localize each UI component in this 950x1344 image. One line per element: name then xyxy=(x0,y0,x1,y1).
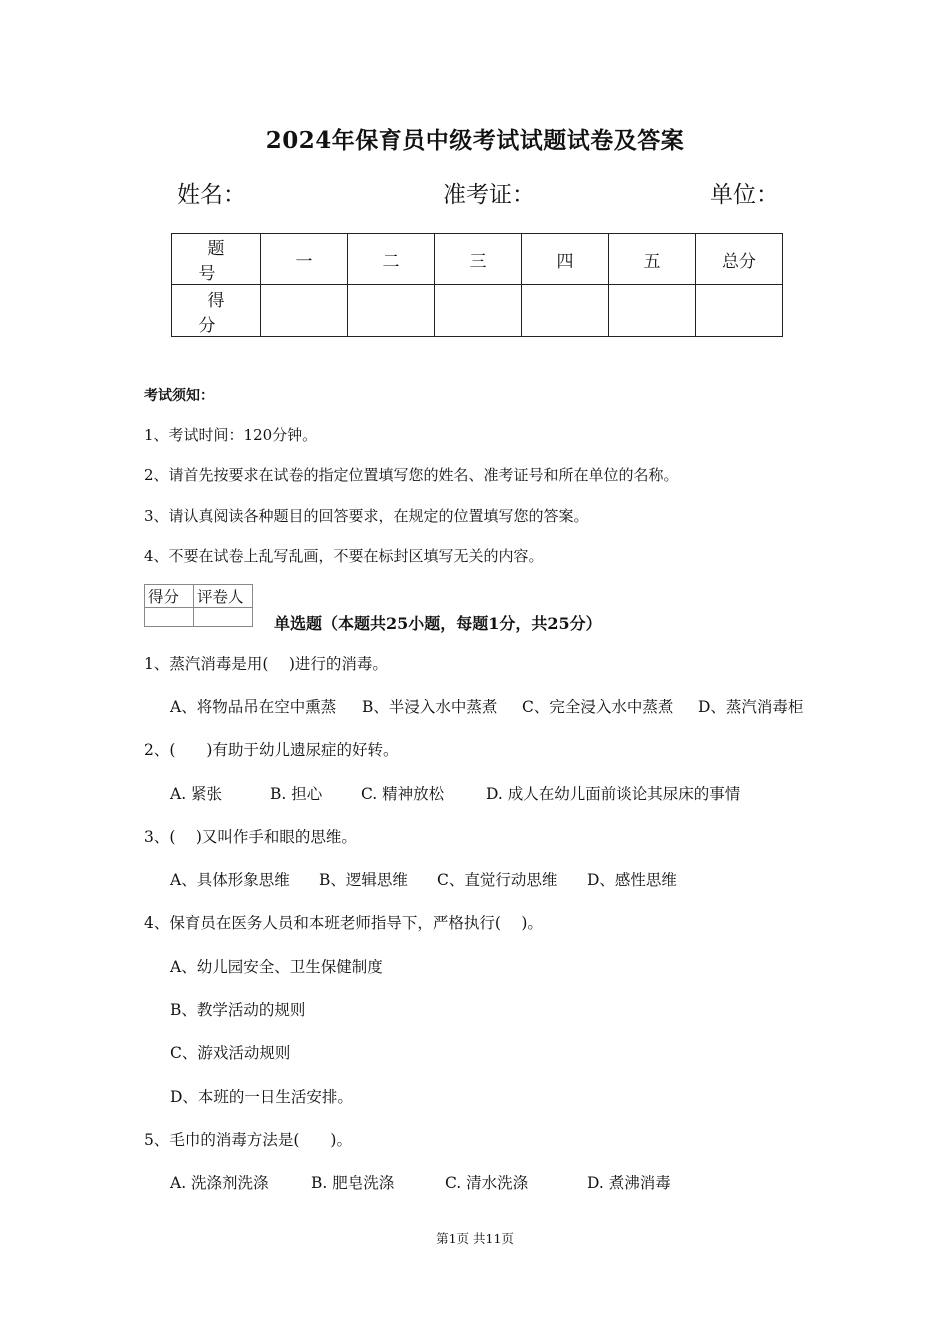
score-input-cell[interactable] xyxy=(522,285,609,337)
question-options xyxy=(170,868,677,890)
option[interactable]: A、具体形象思维 xyxy=(170,871,290,889)
option[interactable]: D、感性思维 xyxy=(587,871,677,889)
grader-box xyxy=(144,584,253,627)
score-table-header-cell: 五 xyxy=(609,234,696,285)
score-table-score-row xyxy=(172,285,783,337)
option[interactable]: C、完全浸入水中蒸煮 xyxy=(522,698,674,716)
option[interactable]: B、半浸入水中蒸煮 xyxy=(362,698,498,716)
grader-reviewer-cell[interactable] xyxy=(194,608,253,627)
grader-score-label: 得分 xyxy=(145,585,194,608)
score-table xyxy=(171,233,783,337)
score-input-cell[interactable] xyxy=(696,285,783,337)
option[interactable]: C、直觉行动思维 xyxy=(437,871,558,889)
option[interactable]: C. 精神放松 xyxy=(361,785,445,803)
page-title: 2024年保育员中级考试试题试卷及答案 xyxy=(265,127,685,154)
name-field-label: 姓名： xyxy=(177,182,246,208)
option[interactable]: D、蒸汽消毒柜 xyxy=(698,698,804,716)
score-input-cell[interactable] xyxy=(348,285,435,337)
notice-item: 1、考试时间：120分钟。 xyxy=(144,426,318,444)
score-table-header-cell: 总分 xyxy=(696,234,783,285)
score-input-cell[interactable] xyxy=(609,285,696,337)
score-input-cell[interactable] xyxy=(435,285,522,337)
option[interactable]: A、将物品吊在空中熏蒸 xyxy=(170,698,337,716)
score-table-header-cell: 题 号 xyxy=(172,234,261,285)
question-options xyxy=(170,1171,671,1193)
option[interactable]: D、本班的一日生活安排。 xyxy=(170,1088,353,1106)
option[interactable]: B、逻辑思维 xyxy=(319,871,408,889)
question-stem: 1、蒸汽消毒是用( )进行的消毒。 xyxy=(144,655,388,673)
option[interactable]: A. 洗涤剂洗涤 xyxy=(170,1174,269,1192)
score-table-header-cell: 四 xyxy=(522,234,609,285)
question-stem: 4、保育员在医务人员和本班老师指导下，严格执行( )。 xyxy=(144,914,543,932)
option[interactable]: C. 清水洗涤 xyxy=(445,1174,529,1192)
unit-field-label: 单位： xyxy=(710,182,779,208)
question-stem: 3、( )又叫作手和眼的思维。 xyxy=(144,828,357,846)
grader-score-cell[interactable] xyxy=(145,608,194,627)
option[interactable]: A、幼儿园安全、卫生保健制度 xyxy=(170,958,383,976)
option[interactable]: C、游戏活动规则 xyxy=(170,1044,291,1062)
question-options xyxy=(170,782,740,804)
option[interactable]: B、教学活动的规则 xyxy=(170,1001,306,1019)
option[interactable]: A. 紧张 xyxy=(170,785,223,803)
question-stem: 5、毛巾的消毒方法是( )。 xyxy=(144,1131,352,1149)
option[interactable]: B. 担心 xyxy=(270,785,323,803)
option[interactable]: D. 煮沸消毒 xyxy=(587,1174,671,1192)
notice-item: 4、不要在试卷上乱写乱画，不要在标封区填写无关的内容。 xyxy=(144,547,544,565)
option[interactable]: D. 成人在幼儿面前谈论其尿床的事情 xyxy=(486,785,741,803)
score-row-label: 得 分 xyxy=(172,285,261,337)
question-stem: 2、( )有助于幼儿遗尿症的好转。 xyxy=(144,741,399,759)
option[interactable]: B. 肥皂洗涤 xyxy=(311,1174,395,1192)
page-footer: 第1页 共11页 xyxy=(436,1231,514,1246)
notice-item: 3、请认真阅读各种题目的回答要求，在规定的位置填写您的答案。 xyxy=(144,507,589,525)
score-table-header-cell: 一 xyxy=(261,234,348,285)
notice-item: 2、请首先按要求在试卷的指定位置填写您的姓名、准考证号和所在单位的名称。 xyxy=(144,466,679,484)
section-heading: 单选题（本题共25小题，每题1分，共25分） xyxy=(274,614,602,633)
score-table-header-cell: 三 xyxy=(435,234,522,285)
question-options xyxy=(170,695,803,717)
score-table-header-row xyxy=(172,234,783,285)
notice-title: 考试须知： xyxy=(144,388,214,404)
grader-reviewer-label: 评卷人 xyxy=(194,585,253,608)
score-table-header-cell: 二 xyxy=(348,234,435,285)
ticket-field-label: 准考证： xyxy=(443,182,535,208)
